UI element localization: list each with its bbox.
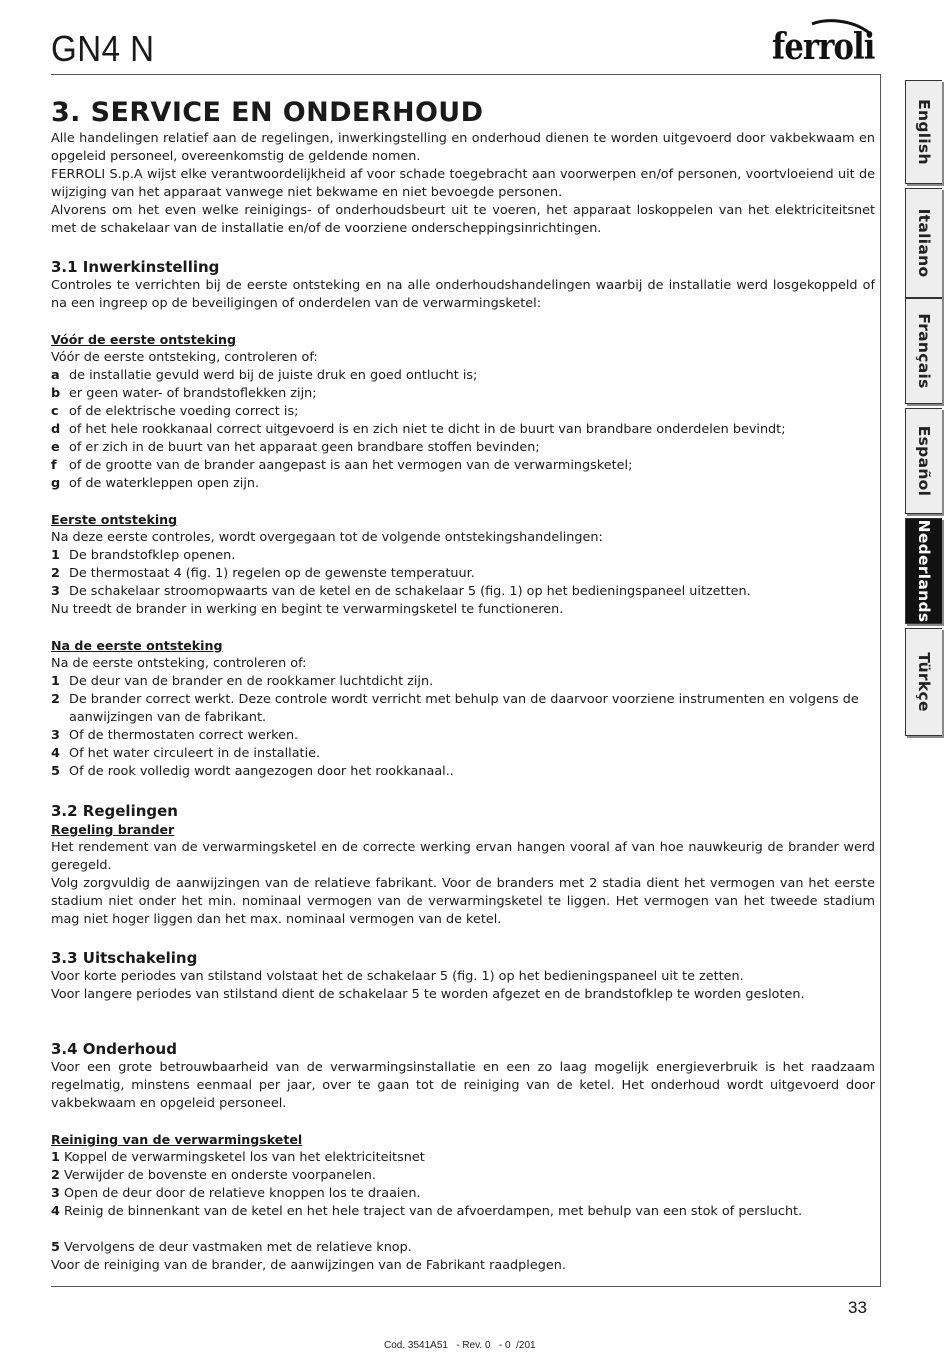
tab-label: Türkçe bbox=[915, 652, 933, 712]
list-item: 2 De thermostaat 4 (fig. 1) regelen op de gewenste temperatuur. bbox=[51, 566, 475, 581]
paragraph: Volg zorgvuldig de aanwijzingen van de relatieve fabrikant. Voor de branders met 2 stadia dient het vermogen van het eerste stadium niet onder het min. nominaal vermogen van de verwarmingsketel te liggen. Het vermogen van het tweede stadium mag niet hoger liggen dan het max. nominaal vermogen van de ketel. bbox=[51, 876, 875, 927]
checklist-before-ignition bbox=[51, 367, 875, 493]
paragraph: Na de eerste ontsteking, controleren of: bbox=[51, 656, 307, 671]
steps-first-ignition bbox=[51, 547, 875, 601]
heading-3-4: 3.4 Onderhoud bbox=[51, 1040, 177, 1058]
list-item: 1 De deur van de brander en de rookkamer luchtdicht zijn. bbox=[51, 674, 434, 689]
list-item: 5 Of de rook volledig wordt aangezogen door het rookkanaal.. bbox=[51, 764, 454, 779]
heading-3-3: 3.3 Uitschakeling bbox=[51, 949, 198, 967]
tab-label: Español bbox=[915, 425, 933, 497]
list-item: d of het hele rookkanaal correct uitgevoerd is en zich niet te dicht in de buurt van brandbare onderdelen bevindt; bbox=[51, 422, 786, 437]
list-item: b er geen water- of brandstoflekken zijn; bbox=[51, 386, 317, 401]
list-item: a de installatie gevuld werd bij de juiste druk en goed ontlucht is; bbox=[51, 368, 478, 383]
paragraph: Voor langere periodes van stilstand dient de schakelaar 5 te worden afgezet en de brandstofklep te worden gesloten. bbox=[51, 987, 805, 1002]
subheading-after-first-ignition: Na de eerste ontsteking bbox=[51, 638, 223, 653]
list-item: 2 Verwijder de bovenste en onderste voorpanelen. bbox=[51, 1168, 376, 1183]
paragraph: Voor een grote betrouwbaarheid van de verwarmingsinstallatie en een zo laag mogelijk energieverbruik is het raadzaam regelmatig, minstens eenmaal per jaar, over te gaan tot de reiniging van de ketel. Het onderhoud wordt uitgevoerd door vakbekwaam en opgeleid personeel. bbox=[51, 1060, 875, 1111]
list-item: f of de grootte van de brander aangepast is aan het vermogen van de verwarmingsketel; bbox=[51, 458, 633, 473]
ferroli-logo bbox=[772, 18, 876, 70]
footer-divider bbox=[51, 1286, 881, 1287]
paragraph: Voor korte periodes van stilstand volstaat het de schakelaar 5 (fig. 1) op het bedieningspaneel uit te zetten. bbox=[51, 969, 744, 984]
document-title: GN4 N bbox=[51, 28, 155, 69]
main-content bbox=[51, 96, 875, 1275]
list-item: g of de waterkleppen open zijn. bbox=[51, 476, 260, 491]
tab-nederlands[interactable] bbox=[905, 518, 942, 624]
list-item: 5 Vervolgens de deur vastmaken met de relatieve knop. bbox=[51, 1240, 412, 1255]
list-item: 4 Reinig de binnenkant van de ketel en het hele traject van de afvoerdampen, met behulp van een stok of perslucht. bbox=[51, 1204, 803, 1219]
subheading-before-first-ignition: Vóór de eerste ontsteking bbox=[51, 332, 237, 347]
list-item: 3 Open de deur door de relatieve knoppen los te draaien. bbox=[51, 1186, 421, 1201]
header-divider bbox=[51, 74, 881, 75]
paragraph: Na deze eerste controles, wordt overgegaan tot de volgende ontstekingshandelingen: bbox=[51, 530, 603, 545]
list-item: 3 Of de thermostaten correct werken. bbox=[51, 728, 299, 743]
paragraph: Voor de reiniging van de brander, de aanwijzingen van de Fabrikant raadplegen. bbox=[51, 1258, 566, 1273]
paragraph: Het rendement van de verwarmingsketel en de correcte werking ervan hangen vooral af van hoe nauwkeurig de brander werd geregeld. bbox=[51, 840, 875, 873]
page-number: 33 bbox=[848, 1298, 867, 1317]
paragraph: Controles te verrichten bij de eerste ontsteking en na alle onderhoudshandelingen waarbij de installatie werd losgekoppeld of na een ingreep op de beveiligingen of onderdelen van de verwarmingsketel: bbox=[51, 278, 875, 311]
tab-label: Italiano bbox=[915, 208, 933, 278]
paragraph: Nu treedt de brander in werking en begint te verwarmingsketel te functioneren. bbox=[51, 602, 564, 617]
tab-espanol[interactable] bbox=[905, 408, 942, 514]
subheading-burner-adjustment: Regeling brander bbox=[51, 822, 175, 837]
tab-italiano[interactable] bbox=[905, 188, 942, 298]
tab-francais[interactable] bbox=[905, 298, 942, 404]
section-title: 3. SERVICE EN ONDERHOUD bbox=[51, 97, 484, 128]
tab-label: Français bbox=[915, 313, 933, 389]
checklist-after-ignition bbox=[51, 673, 875, 781]
list-item: 1 De brandstofklep openen. bbox=[51, 548, 236, 563]
document-code: Cod. 3541A51 - Rev. 0 - 0 /201 bbox=[384, 1340, 536, 1351]
subheading-first-ignition: Eerste ontsteking bbox=[51, 512, 178, 527]
tab-turkce[interactable] bbox=[905, 628, 942, 736]
list-item: 3 De schakelaar stroomopwaarts van de ketel en de schakelaar 5 (fig. 1) op het bedieningspaneel uitzetten. bbox=[51, 584, 751, 599]
tab-label: Nederlands bbox=[915, 519, 933, 623]
list-item: 1 Koppel de verwarmingsketel los van het elektriciteitsnet bbox=[51, 1150, 425, 1165]
intro-paragraph: Alvorens om het even welke reinigings- of onderhoudsbeurt uit te voeren, het apparaat loskoppelen van het elektriciteitsnet met de schakelaar van de installatie en/of de voorziene onderscheppingsinrichtingen. bbox=[51, 203, 875, 236]
steps-boiler-cleaning bbox=[51, 1149, 875, 1257]
logo-wordmark: ferroli bbox=[772, 26, 875, 68]
intro-paragraph: Alle handelingen relatief aan de regelingen, inwerkingstelling en onderhoud dienen te worden uitgevoerd door vakbekwaam en opgeleid personeel, overeenkomstig de geldende nomen. bbox=[51, 131, 875, 164]
list-item: e of er zich in de buurt van het apparaat geen brandbare stoffen bevinden; bbox=[51, 440, 540, 455]
tab-label: English bbox=[915, 99, 933, 165]
list-item: c of de elektrische voeding correct is; bbox=[51, 404, 299, 419]
list-item: 4 Of het water circuleert in de installatie. bbox=[51, 746, 321, 761]
intro-paragraph: FERROLI S.p.A wijst elke verantwoordelijkheid af voor schade toegebracht aan voorwerpen en/of personen, voortvloeiend uit de wijziging van het apparaat vanwege niet bekwame en niet bevoegde personen. bbox=[51, 167, 875, 200]
paragraph: Vóór de eerste ontsteking, controleren of: bbox=[51, 350, 318, 365]
heading-3-1: 3.1 Inwerkinstelling bbox=[51, 258, 220, 276]
tab-english[interactable] bbox=[905, 80, 942, 184]
subheading-boiler-cleaning: Reiniging van de verwarmingsketel bbox=[51, 1132, 303, 1147]
right-margin-divider bbox=[880, 74, 881, 1286]
list-item: 2 De brander correct werkt. Deze controle wordt verricht met behulp van de daarvoor voorziene instrumenten en volgens de aanwijzingen van de fabrikant. bbox=[51, 692, 859, 725]
heading-3-2: 3.2 Regelingen bbox=[51, 802, 178, 820]
